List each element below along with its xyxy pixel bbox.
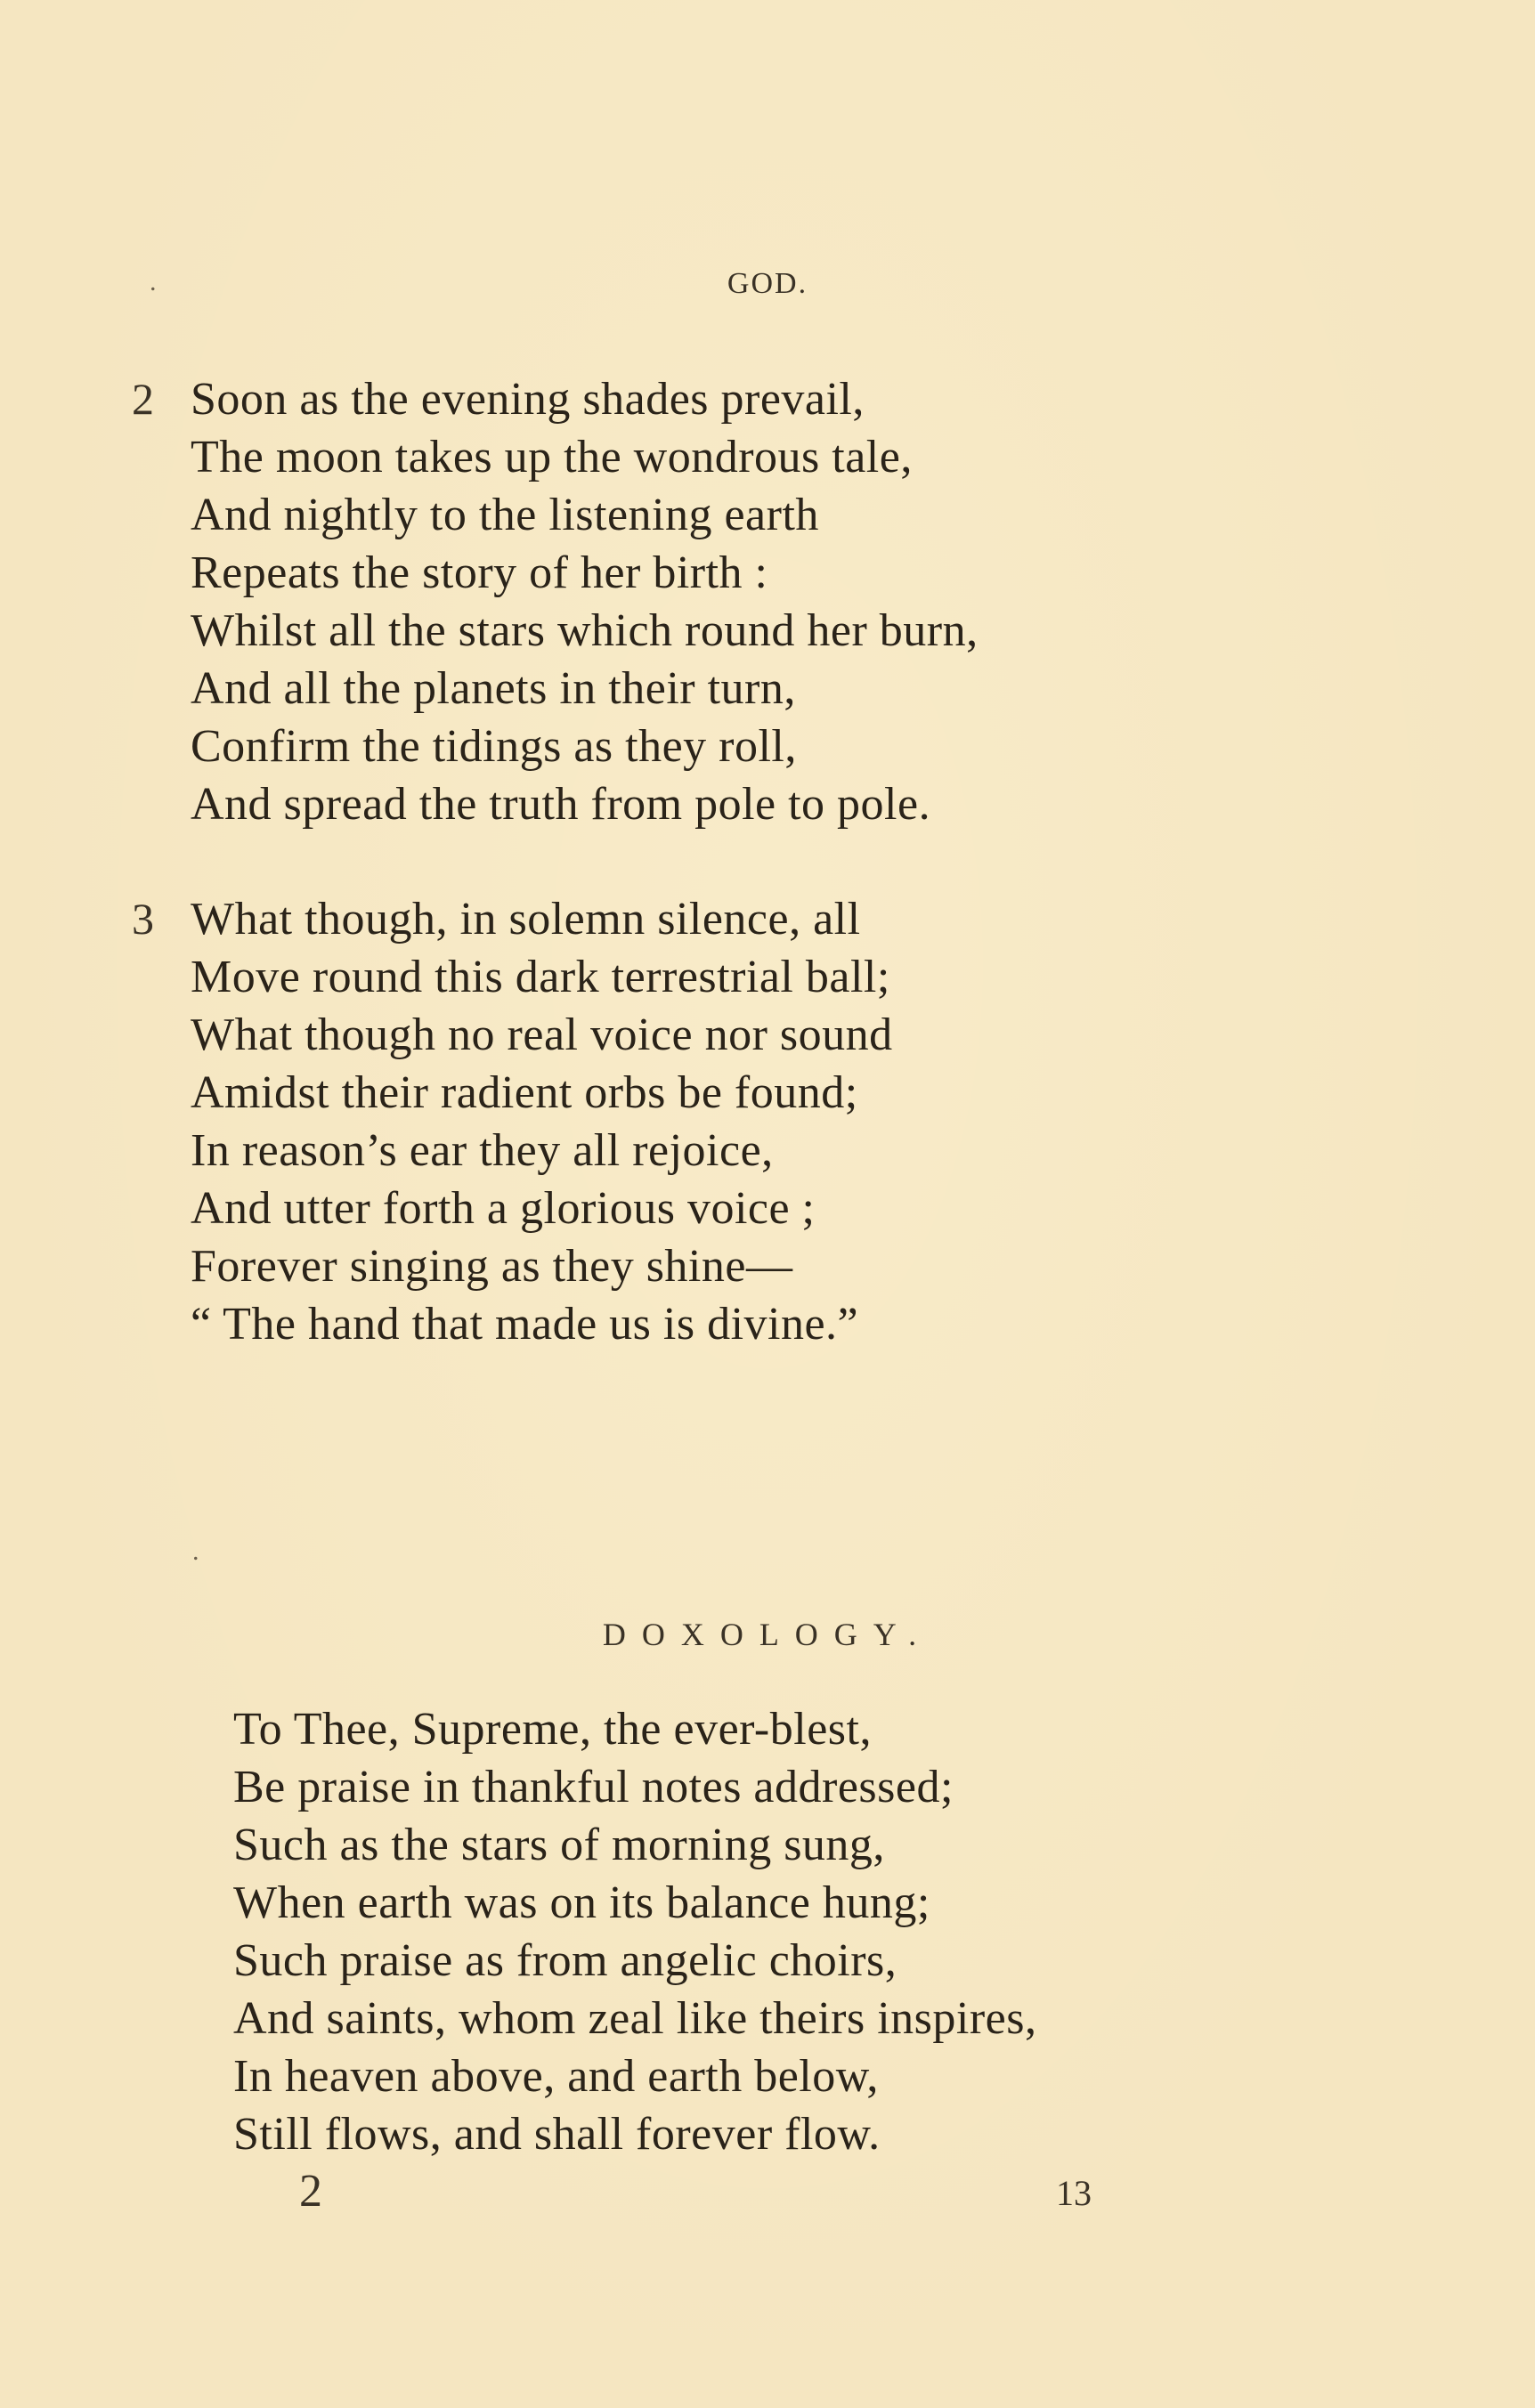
verse-line: Such praise as from angelic choirs, bbox=[233, 1935, 897, 1986]
verse-line: Soon as the evening shades prevail, bbox=[191, 374, 865, 425]
verse-line: And utter forth a glorious voice ; bbox=[191, 1183, 816, 1234]
running-head: GOD. bbox=[727, 267, 808, 300]
verse-line: And saints, whom zeal like theirs inspires, bbox=[233, 1993, 1037, 2044]
stanza bbox=[191, 370, 979, 833]
stray-dot-mark: . bbox=[150, 267, 157, 296]
doxology bbox=[233, 1700, 1036, 2163]
verse-line: Amidst their radient orbs be found; bbox=[191, 1067, 858, 1118]
verse-line: What though no real voice nor sound bbox=[191, 1009, 893, 1060]
verse-line: Move round this dark terrestrial ball; bbox=[191, 952, 890, 1002]
verse-line: And all the planets in their turn, bbox=[191, 663, 796, 714]
verse-line: To Thee, Supreme, the ever-blest, bbox=[233, 1704, 872, 1755]
stanza-number: 2 bbox=[132, 374, 154, 424]
verse-line: What though, in solemn silence, all bbox=[191, 894, 861, 945]
verse-line: Confirm the tidings as they roll, bbox=[191, 721, 797, 772]
verse-line: Forever singing as they shine— bbox=[191, 1241, 793, 1292]
verse-line: In reason’s ear they all rejoice, bbox=[191, 1125, 774, 1176]
verse-line: Whilst all the stars which round her burn, bbox=[191, 605, 979, 656]
stray-dot-mark: . bbox=[192, 1536, 199, 1566]
verse-line: And spread the truth from pole to pole. bbox=[191, 779, 931, 830]
verse-line: In heaven above, and earth below, bbox=[233, 2051, 879, 2102]
stanza-number: 3 bbox=[132, 894, 154, 944]
verse-line: When earth was on its balance hung; bbox=[233, 1877, 930, 1928]
page-number: 13 bbox=[1056, 2173, 1092, 2213]
stanza bbox=[191, 890, 893, 1353]
verse-line: Still flows, and shall forever flow. bbox=[233, 2109, 881, 2160]
verse-line: “ The hand that made us is divine.” bbox=[191, 1299, 859, 1350]
verse-line: Be praise in thankful notes addressed; bbox=[233, 1762, 954, 1812]
verse-line: The moon takes up the wondrous tale, bbox=[191, 432, 913, 482]
verse-line: Such as the stars of morning sung, bbox=[233, 1820, 885, 1870]
signature-mark: 2 bbox=[299, 2166, 322, 2217]
doxology-title: DOXOLOGY. bbox=[602, 1617, 933, 1652]
verse-line: And nightly to the listening earth bbox=[191, 490, 819, 540]
verse-line: Repeats the story of her birth : bbox=[191, 547, 768, 598]
